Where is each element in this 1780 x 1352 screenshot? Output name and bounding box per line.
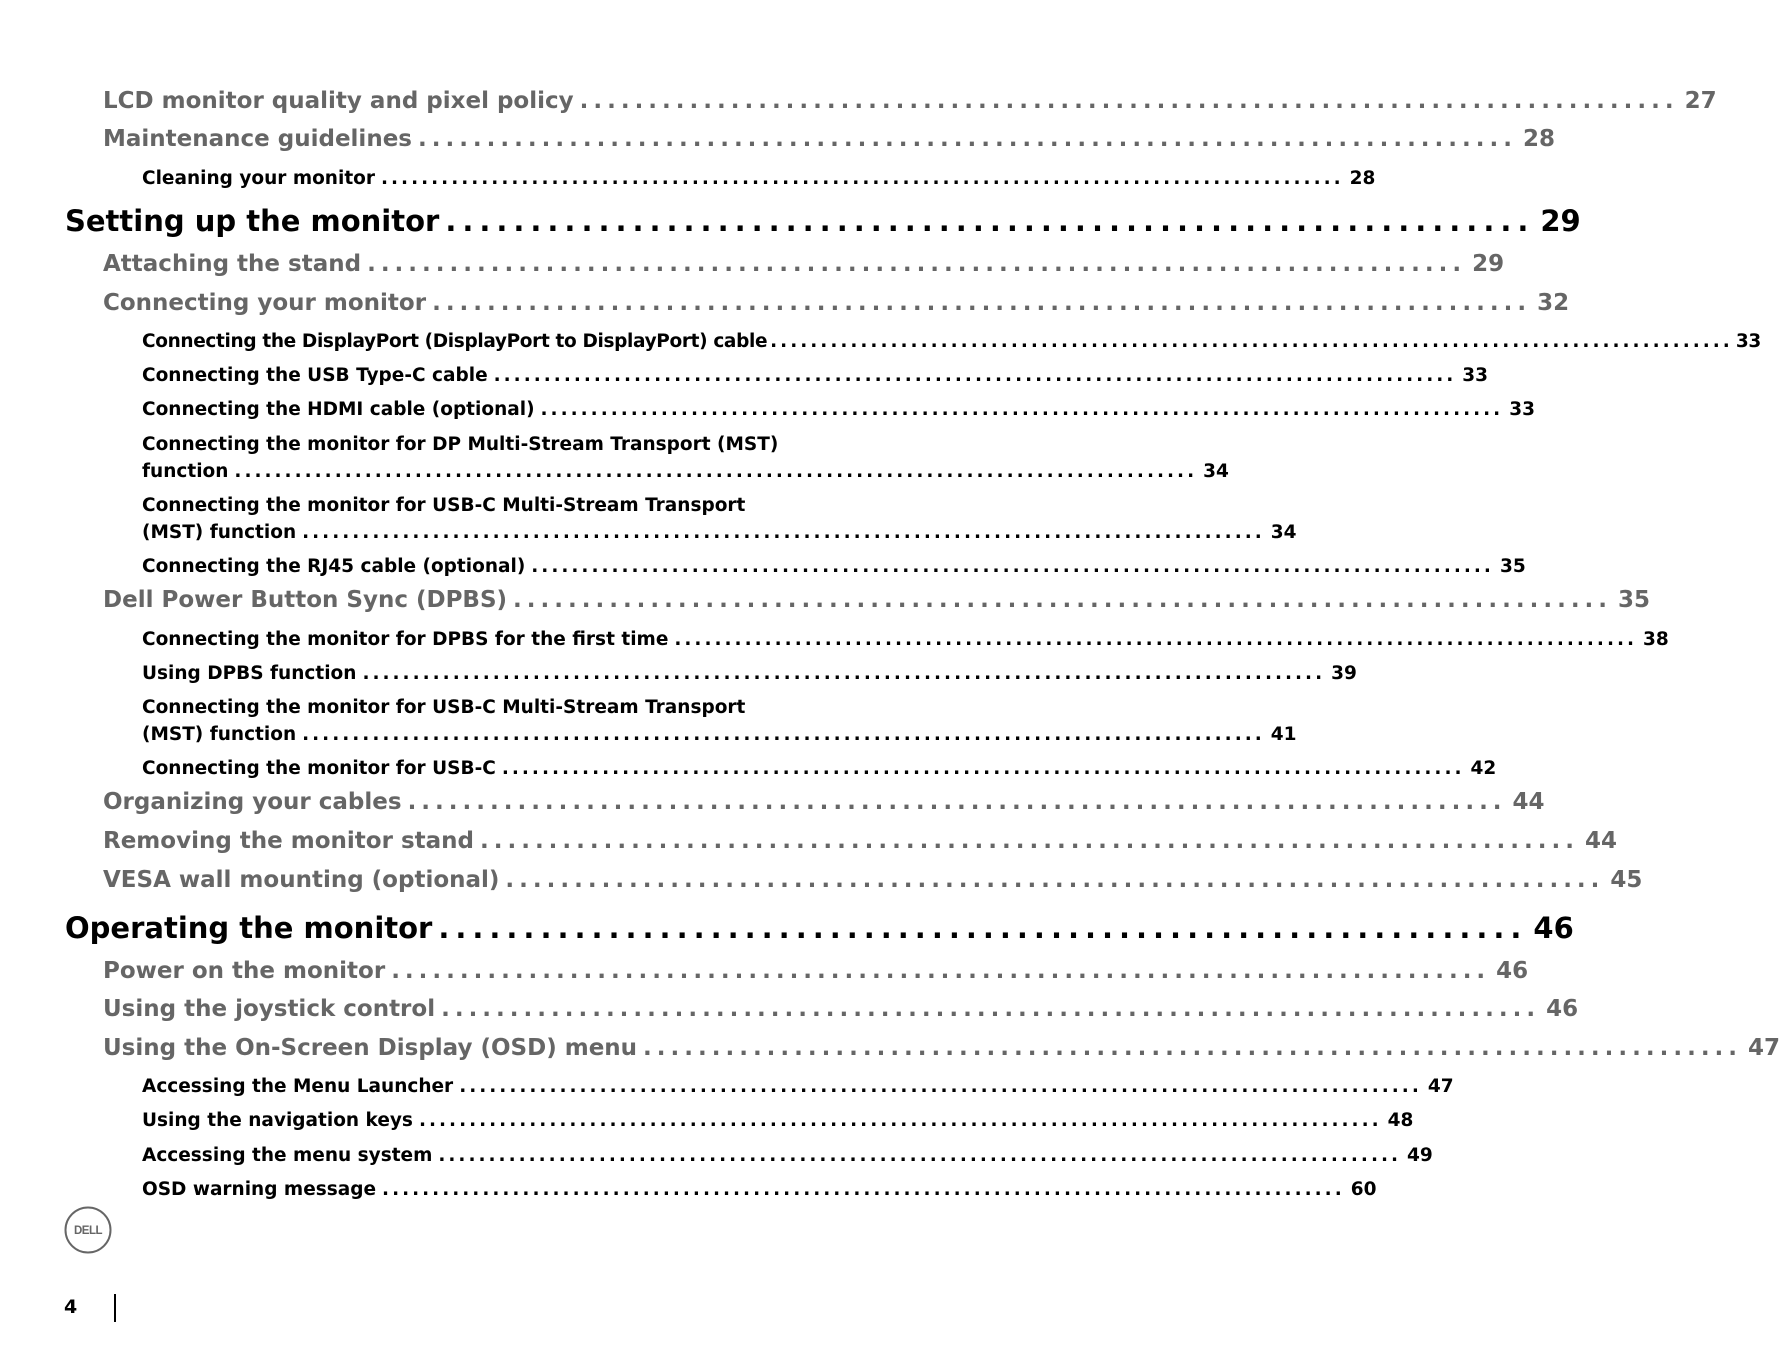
toc-leader-dots: ................................................................................................: [234, 461, 1198, 482]
toc-entry-page: 47: [1427, 1076, 1454, 1097]
toc-entry[interactable]: [103, 1035, 1780, 1061]
toc-entry[interactable]: [142, 1145, 1433, 1166]
page-number: 4: [64, 1296, 78, 1318]
toc-entry[interactable]: [103, 958, 1529, 984]
toc-leader-dots: ................................................................................................: [362, 663, 1326, 684]
toc-chapter-title: Operating the monitor: [65, 911, 433, 945]
toc-leader-dots: ................................................................................................: [540, 399, 1504, 420]
toc-entry-page: 48: [1387, 1110, 1414, 1131]
toc-entry-title: Using the joystick control: [103, 996, 436, 1022]
toc-entry-page: 49: [1407, 1145, 1433, 1166]
toc-entry-page: 27: [1684, 88, 1717, 114]
toc-leader-dots: ................................................................................................: [302, 724, 1265, 745]
toc-entry[interactable]: [103, 587, 1651, 613]
toc-entry-line1: Connecting the monitor for USB-C Multi-Stream Transport: [142, 697, 746, 718]
toc-entry[interactable]: [103, 88, 1717, 114]
toc-entry[interactable]: [142, 331, 1761, 352]
toc-entry-title: Using the navigation keys: [142, 1110, 413, 1131]
toc-entry-page: 34: [1203, 461, 1229, 482]
toc-entry-title: Accessing the menu system: [142, 1145, 433, 1166]
toc-leader-dots: ................................................................................................: [381, 168, 1344, 189]
toc-entry-title: Dell Power Button Sync (DPBS): [103, 587, 508, 613]
toc-entry-page: 28: [1349, 168, 1376, 189]
toc-entry-page: 46: [1546, 996, 1579, 1022]
toc-leader-dots: ................................................................................................: [501, 758, 1465, 779]
toc-chapter-title: Setting up the monitor: [65, 204, 440, 238]
toc-leader-dots: ................................................................................: [505, 867, 1605, 893]
toc-leader-dots: ................................................................................................: [382, 1179, 1345, 1200]
toc-entry[interactable]: [142, 556, 1526, 577]
toc-entry-page: 38: [1643, 629, 1669, 650]
toc-entry[interactable]: [142, 1179, 1377, 1200]
toc-entry-title: LCD monitor quality and pixel policy: [103, 88, 574, 114]
toc-entry-page: 35: [1618, 587, 1651, 613]
toc-entry-title: OSD warning message: [142, 1179, 377, 1200]
dell-logo: [64, 1206, 112, 1254]
toc-leader-dots: ................................................................................................: [459, 1076, 1422, 1097]
toc-leader-dots: ................................................................: [438, 911, 1528, 945]
dell-logo-text: DELL: [73, 1225, 103, 1237]
toc-leader-dots: ................................................................................: [513, 587, 1613, 613]
toc-entry-page: 46: [1496, 958, 1529, 984]
toc-entry-page: 32: [1537, 290, 1570, 316]
toc-entry[interactable]: [103, 789, 1545, 815]
toc-entry[interactable]: [142, 461, 1229, 482]
toc-entry-page: 41: [1270, 724, 1297, 745]
toc-entry-title: Connecting the HDMI cable (optional): [142, 399, 535, 420]
toc-entry[interactable]: [103, 996, 1579, 1022]
toc-entry[interactable]: [142, 365, 1489, 386]
toc-entry[interactable]: [142, 168, 1376, 189]
toc-chapter[interactable]: [65, 911, 1574, 945]
toc-entry-page: 42: [1470, 758, 1497, 779]
toc-entry-line1: Connecting the monitor for USB-C Multi-Stream Transport: [142, 495, 746, 516]
toc-leader-dots: ................................................................................................: [531, 556, 1494, 577]
toc-chapter-page: 46: [1533, 911, 1574, 945]
toc-leader-dots: ................................................................................: [417, 126, 1517, 152]
toc-entry-page: 35: [1499, 556, 1526, 577]
toc-leader-dots: ................................................................................: [432, 290, 1532, 316]
toc-entry-title: Using the On-Screen Display (OSD) menu: [103, 1035, 638, 1061]
toc-entry[interactable]: [103, 126, 1555, 152]
toc-entry-page: 45: [1610, 867, 1643, 893]
toc-entry-page: 28: [1522, 126, 1555, 152]
toc-entry[interactable]: [142, 724, 1297, 745]
toc-leader-dots: ................................................................................................: [438, 1145, 1402, 1166]
toc-leader-dots: ................................................................................................: [493, 365, 1457, 386]
toc-leader-dots: ................................................................................................: [674, 629, 1638, 650]
toc-entry[interactable]: [142, 522, 1297, 543]
toc-entry-title: Connecting the USB Type-C cable: [142, 365, 488, 386]
toc-entry-title: Connecting the RJ45 cable (optional): [142, 556, 526, 577]
toc-entry-title: Attaching the stand: [103, 251, 362, 277]
toc-leader-dots: ................................................................................: [391, 958, 1491, 984]
toc-entry[interactable]: [103, 251, 1505, 277]
toc-entry-title: Maintenance guidelines: [103, 126, 412, 152]
toc-entry-title: Cleaning your monitor: [142, 168, 375, 189]
toc-entry-title: Connecting the DisplayPort (DisplayPort to DisplayPort) cable: [142, 331, 768, 352]
toc-entry-title: VESA wall mounting (optional): [103, 867, 500, 893]
toc-entry-page: 33: [1462, 365, 1489, 386]
toc-entry-title: Using DPBS function: [142, 663, 357, 684]
toc-entry-page: 34: [1270, 522, 1297, 543]
toc-leader-dots: ................................................................................................: [770, 331, 1733, 352]
toc-entry-title: Power on the monitor: [103, 958, 386, 984]
footer-divider: [114, 1294, 116, 1322]
toc-entry-title: Removing the monitor stand: [103, 828, 474, 854]
toc-entry-title: Accessing the Menu Launcher: [142, 1076, 454, 1097]
toc-entry-line1: Connecting the monitor for DP Multi-Stream Transport (MST): [142, 434, 779, 455]
toc-entry[interactable]: [103, 828, 1617, 854]
toc-entry-title: (MST) function: [142, 522, 297, 543]
toc-entry-page: 33: [1735, 331, 1761, 352]
toc-entry-page: 44: [1512, 789, 1545, 815]
toc-entry[interactable]: [142, 1076, 1454, 1097]
toc-chapter[interactable]: [65, 204, 1581, 238]
toc-entry-title: Connecting your monitor: [103, 290, 427, 316]
toc-entry-page: 47: [1748, 1035, 1780, 1061]
toc-entry-title: Organizing your cables: [103, 789, 402, 815]
toc-entry-page: 39: [1331, 663, 1357, 684]
toc-leader-dots: ................................................................................: [441, 996, 1541, 1022]
toc-entry[interactable]: [142, 1110, 1414, 1131]
toc-entry-title: Connecting the monitor for USB-C: [142, 758, 496, 779]
toc-leader-dots: ................................................................................................: [418, 1110, 1382, 1131]
toc-entry[interactable]: [142, 629, 1669, 650]
toc-entry[interactable]: [142, 663, 1357, 684]
toc-entry[interactable]: [142, 399, 1535, 420]
toc-leader-dots: ................................................................................: [407, 789, 1507, 815]
toc-entry[interactable]: [103, 290, 1570, 316]
toc-leader-dots: ................................................................................: [367, 251, 1467, 277]
toc-leader-dots: ................................................................................................: [302, 522, 1265, 543]
toc-leader-dots: ................................................................................: [643, 1035, 1743, 1061]
toc-leader-dots: ................................................................................: [579, 88, 1679, 114]
toc-entry-title: (MST) function: [142, 724, 297, 745]
toc-entry[interactable]: [103, 867, 1643, 893]
toc-entry-page: 33: [1509, 399, 1535, 420]
toc-entry-page: 29: [1472, 251, 1505, 277]
toc-entry-page: 44: [1584, 828, 1617, 854]
toc-chapter-page: 29: [1540, 204, 1581, 238]
toc-leader-dots: ................................................................................: [480, 828, 1579, 854]
toc-entry-page: 60: [1350, 1179, 1377, 1200]
toc-entry[interactable]: [142, 758, 1497, 779]
toc-leader-dots: ................................................................: [445, 204, 1535, 238]
toc-entry-title: function: [142, 461, 229, 482]
toc-entry-title: Connecting the monitor for DPBS for the first time: [142, 629, 669, 650]
